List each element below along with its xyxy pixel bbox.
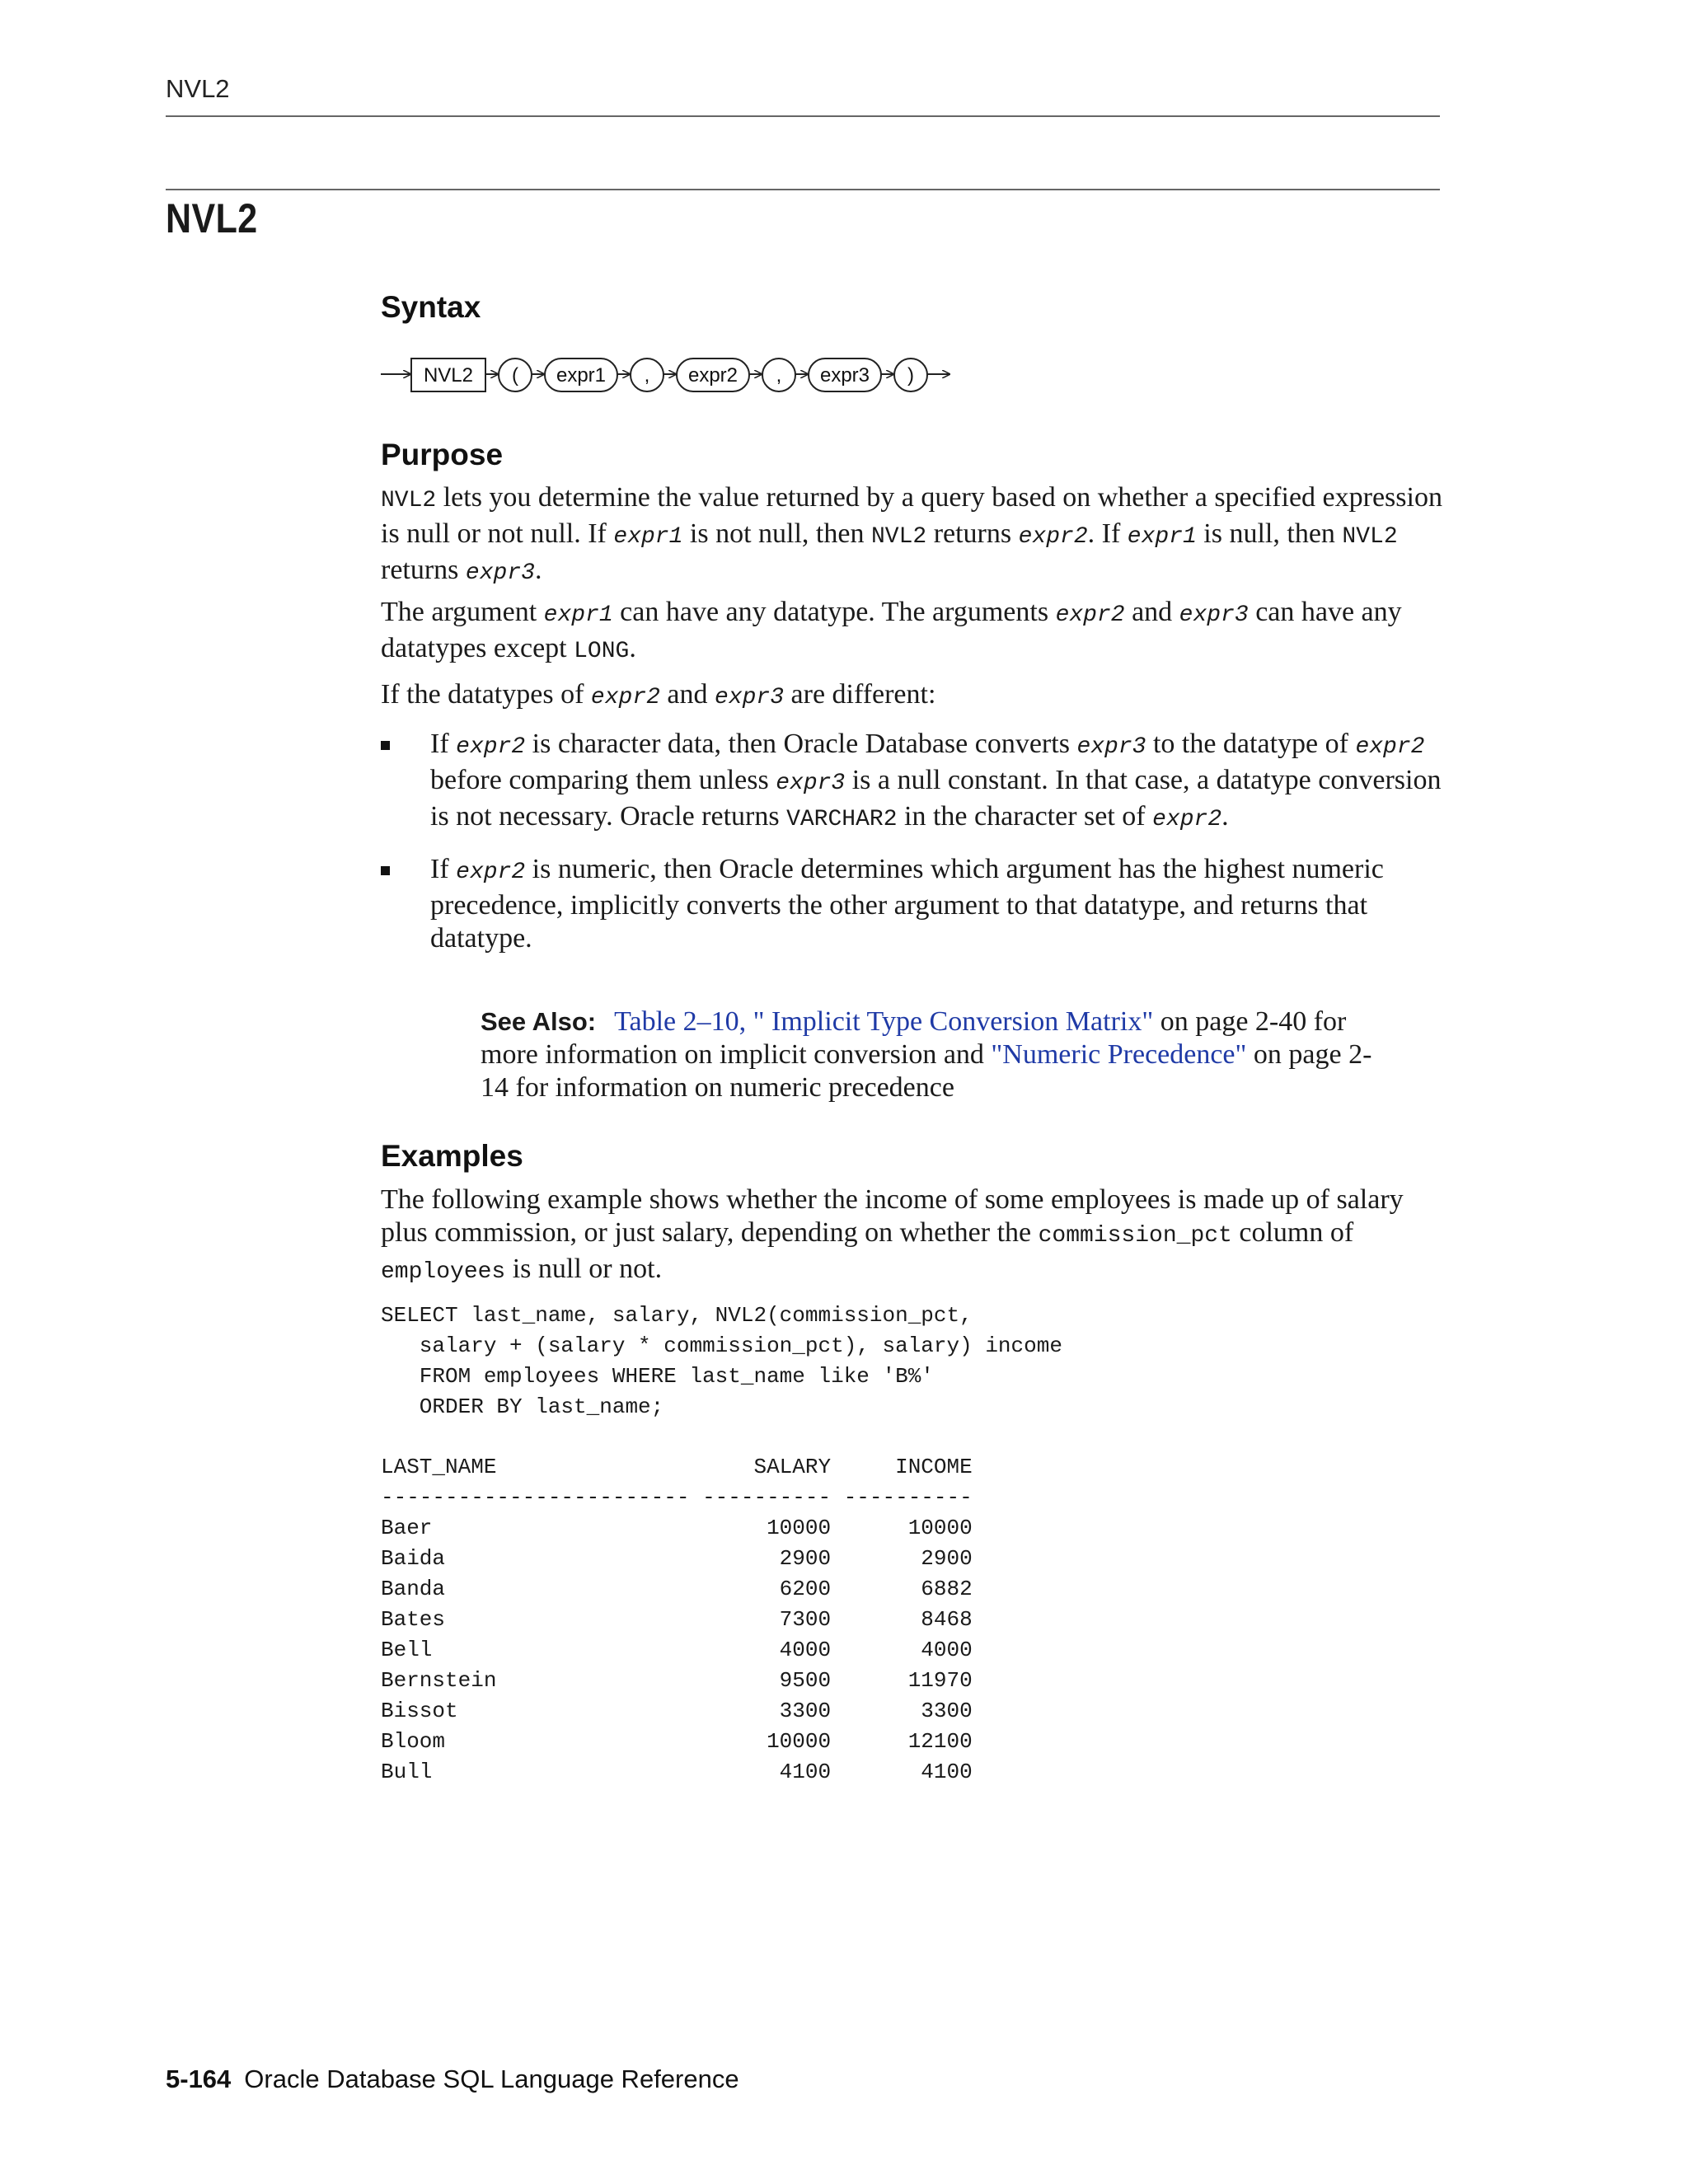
bullet-icon <box>381 741 390 750</box>
title-rule <box>166 189 1440 190</box>
code-term: NVL2 <box>870 524 927 550</box>
text-run: The argument <box>381 597 544 627</box>
syntax-token-label: expr3 <box>819 364 870 387</box>
link-numeric-precedence[interactable]: "Numeric Precedence" <box>991 1039 1247 1070</box>
running-header: NVL2 <box>166 74 230 103</box>
page-title: NVL2 <box>166 195 258 241</box>
code-term: employees <box>381 1259 506 1285</box>
text-run: If <box>430 854 457 884</box>
code-term: expr3 <box>1179 602 1249 628</box>
table-row: Bull 4100 4100 <box>381 1760 973 1784</box>
syntax-diagram <box>381 353 958 399</box>
link-implicit-conversion-table[interactable]: Table 2–10, " Implicit Type Conversion Matrix" <box>614 1006 1154 1037</box>
text-run: is character data, then Oracle Database converts <box>525 729 1077 759</box>
code-term: NVL2 <box>381 488 437 513</box>
table-row: Banda 6200 6882 <box>381 1577 973 1601</box>
text-run: before comparing them unless <box>430 765 776 795</box>
header-rule <box>166 115 1440 117</box>
purpose-heading: Purpose <box>381 438 504 471</box>
code-term: expr2 <box>1355 734 1425 760</box>
bullet-icon <box>381 866 390 875</box>
examples-intro <box>381 1183 1444 1289</box>
text-run: on page 2-14 for information on numeric precedence <box>481 1039 1372 1103</box>
result-table <box>381 1452 973 1788</box>
text-run: to the datatype of <box>1146 729 1356 759</box>
text-run: on page 2-40 for more information on implicit conversion and <box>481 1006 1347 1070</box>
text-run: is numeric, then Oracle determines which argument has the highest numeric precedence, implicitly converts the other argument to that datatype, and returns that datatype. <box>430 854 1384 954</box>
sql-line: ORDER BY last_name; <box>381 1394 664 1419</box>
sql-line: FROM employees WHERE last_name like 'B%' <box>419 1364 934 1389</box>
text-run: in the character set of <box>897 801 1153 832</box>
text-run: and <box>1124 597 1179 627</box>
text-run: can have any datatype. The arguments <box>612 597 1056 627</box>
code-term: VARCHAR2 <box>786 807 898 832</box>
code-term: expr3 <box>776 771 846 796</box>
table-row: Baer 10000 10000 <box>381 1516 973 1540</box>
bullet-list <box>381 728 1444 972</box>
table-row: Bates 7300 8468 <box>381 1607 973 1632</box>
text-run: The following example shows whether the income of some employees is made up of salary plus commission, or just salary, depending on whether the <box>381 1184 1404 1248</box>
code-term: expr1 <box>543 602 613 628</box>
text-run: is null or not. <box>505 1254 663 1284</box>
text-run: If the datatypes of <box>381 679 591 710</box>
text-run: . If <box>1087 518 1128 549</box>
purpose-paragraph <box>381 678 1444 715</box>
text-run: column of <box>1231 1217 1354 1248</box>
see-also-note <box>481 1005 1387 1104</box>
text-run: returns <box>381 555 466 585</box>
syntax-token-label: , <box>776 364 782 387</box>
text-run: is a null constant. In that case, a datatype conversion is not necessary. Oracle returns <box>430 765 1442 832</box>
code-term: NVL2 <box>1342 524 1398 550</box>
list-item <box>381 853 1444 955</box>
purpose-paragraph <box>381 596 1444 668</box>
page-number: 5-164 <box>166 2064 232 2093</box>
examples-heading: Examples <box>381 1139 523 1173</box>
see-also-label: See Also: <box>481 1007 597 1036</box>
syntax-token-label: , <box>644 364 650 387</box>
code-term: expr3 <box>465 560 535 586</box>
syntax-heading: Syntax <box>381 290 481 324</box>
code-term: expr2 <box>1055 602 1125 628</box>
text-run: are different: <box>784 679 936 710</box>
text-run: If <box>430 729 457 759</box>
code-term: expr2 <box>456 734 526 760</box>
text-run: lets you determine the value returned by a query based on whether a specified expression is null or not null. If <box>381 482 1442 549</box>
text-run: is not null, then <box>682 518 871 549</box>
page-footer <box>166 2064 739 2094</box>
sql-code-block <box>381 1301 1062 1422</box>
code-term: expr2 <box>456 860 526 885</box>
text-run: . <box>629 633 636 663</box>
book-title: Oracle Database SQL Language Reference <box>244 2064 739 2093</box>
text-run: . <box>534 555 542 585</box>
code-term: LONG <box>574 639 630 664</box>
table-header-row: LAST_NAME SALARY INCOME <box>381 1455 973 1479</box>
text-run: . <box>1221 801 1229 832</box>
table-row: Bell 4000 4000 <box>381 1638 973 1662</box>
code-term: expr1 <box>1127 524 1197 550</box>
text-run: can have any datatypes except <box>381 597 1402 663</box>
table-row: Baida 2900 2900 <box>381 1546 973 1571</box>
sql-line: SELECT last_name, salary, NVL2(commission_pct, <box>381 1303 973 1328</box>
code-term: expr1 <box>613 524 683 550</box>
text-run: is null, then <box>1196 518 1343 549</box>
syntax-keyword-label: NVL2 <box>423 364 474 387</box>
code-term: expr2 <box>590 685 660 710</box>
code-term: expr3 <box>715 685 785 710</box>
code-term: expr2 <box>1018 524 1088 550</box>
table-row: Bloom 10000 12100 <box>381 1729 973 1754</box>
syntax-token-label: expr1 <box>556 364 607 387</box>
table-row: Bissot 3300 3300 <box>381 1699 973 1723</box>
syntax-token-label: ( <box>512 364 518 387</box>
code-term: expr3 <box>1076 734 1146 760</box>
text-run: returns <box>926 518 1019 549</box>
purpose-paragraph <box>381 481 1444 590</box>
syntax-token-label: ) <box>907 364 914 387</box>
sql-line: salary + (salary * commission_pct), salary) income <box>419 1333 1062 1358</box>
list-item <box>381 728 1444 837</box>
text-run: and <box>659 679 715 710</box>
code-term: commission_pct <box>1038 1223 1232 1249</box>
syntax-token-label: expr2 <box>687 364 738 387</box>
table-separator: ------------------------ ---------- ---------- <box>381 1485 973 1510</box>
code-term: expr2 <box>1152 807 1222 832</box>
table-row: Bernstein 9500 11970 <box>381 1668 973 1693</box>
